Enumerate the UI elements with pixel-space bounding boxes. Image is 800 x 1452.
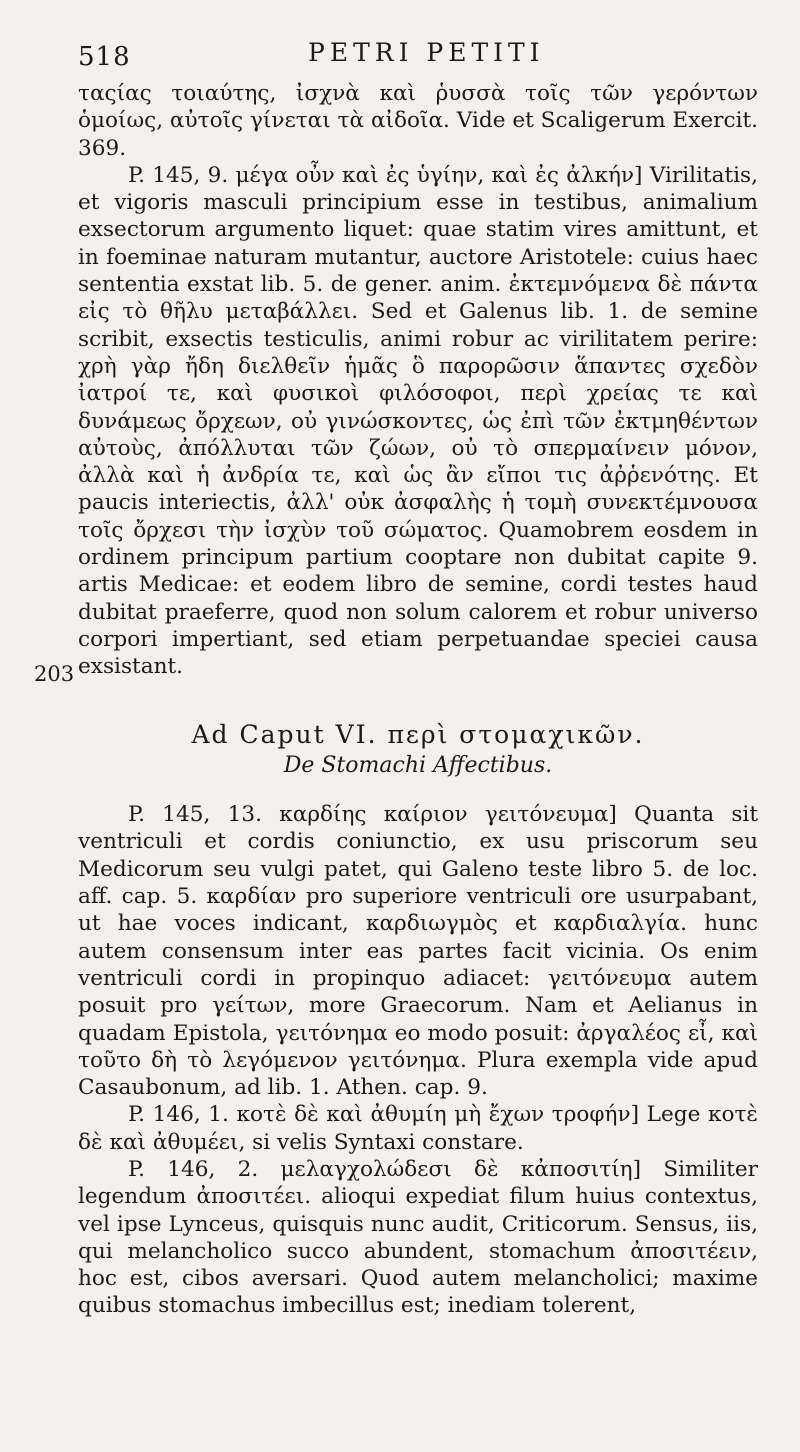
commentary-body	[78, 80, 758, 1320]
paragraph-p146-2: P. 146, 2. μελαγχολώδεσι δὲ κἀποσιτίη] Similiter legendum ἀποσιτέει. alioqui expediat filum huius contextus, vel ipse Lynceus, quisquis nunc audit, Criticorum. Sensus, iis, qui melancholico succo abundent, stomachum ἀποσιτέειν, hoc est, cibos aversari. Quod autem melancholici; maxime quibus stomachus imbecillus est; inediam tolerent,	[78, 1156, 758, 1319]
section-subheading: De Stomachi Affectibus.	[283, 752, 553, 778]
running-title: PETRI PETITI	[308, 38, 545, 67]
page-header	[78, 28, 758, 80]
paragraph-continuation: ταςίας τοιαύτης, ἰσχνὰ καὶ ῥυσσὰ τοῖς τῶν γερόντων ὁμοίως, αὐτοῖς γίνεται τὰ αἰδοῖα. Vide et Scaligerum Exercit. 369.	[78, 81, 759, 161]
page-number: 518	[78, 42, 131, 72]
paragraph-p145-9: P. 145, 9. μέγα οὖν καὶ ἐς ὑγίην, καὶ ἐς ἀλκήν] Virilitatis, et vigoris masculi principium esse in testibus, animalium exsectorum argumento liquet: quae statim vires amittunt, et in foeminae naturam mutantur, auctore Aristotele: cuius haec sententia exstat lib. 5. de gener. anim. ἐκτεμνόμενα δὲ πάντα εἰς τὸ θῆλυ μεταβάλλει. Sed et Galenus lib. 1. de semine scribit, exsectis testiculis, animi robur ac virilitatem perire: χρὴ γὰρ ἤδη διελθεῖν ἡμᾶς ὃ παρορῶσιν ἅπαντες σχεδὸν ἰατροί τε, καὶ φυσικοὶ φιλόσοφοι, περὶ χρείας τε καὶ δυνάμεως ὄρχεων, οὐ γινώσκοντες, ὡς ἐπὶ τῶν ἐκτμηθέντων αὐτοὺς, ἀπόλλυται τῶν ζώων, οὐ τὸ σπερμαίνειν μόνον, ἀλλὰ καὶ ἡ ἀνδρία τε, καὶ ὡς ἂν εἴποι τις ἀῤῥενότης. Et paucis interiectis, ἀλλ' οὐκ ἀσφαλὴς ἡ τομὴ συνεκτέμνουσα τοῖς ὄρχεσι τὴν ἰσχὺν τοῦ σώματος. Quamobrem eosdem in ordinem principum partium cooptare non dubitat capite 9. artis Medicae: et eodem libro de semine, cordi testes haud dubitat praeferre, quod non solum calorem et robur universo corpori impertiant, sed etiam perpetuandae speciei causa exsistant.	[78, 162, 758, 680]
margin-folio-number: 203	[34, 662, 75, 686]
paragraph-p146-1: P. 146, 1. κοτὲ δὲ καὶ ἀθυμίη μὴ ἔχων τροφήν] Lege κοτὲ δὲ καὶ ἀθυμέει, si velis Syntaxi constare.	[78, 1102, 758, 1155]
paragraph-p145-13: P. 145, 13. καρδίης καίριον γειτόνευμα] Quanta sit ventriculi et cordis coniunctio, ex usu priscorum seu Medicorum seu vulgi patet, qui Galeno teste libro 5. de loc. aff. cap. 5. καρδίαν pro superiore ventriculi ore usurpabant, ut hae voces indicant, καρδιωγμὸς et καρδιαλγία. hunc autem consensum inter eas partes facit vicinia. Os enim ventriculi cordi in propinquo adiacet: γειτόνευμα autem posuit pro γείτων, more Graecorum. Nam et Aelianus in quadam Epistola, γειτόνημα eo modo posuit: ἀργαλέος εἶ, καὶ τοῦτο δὴ τὸ λεγόμενον γειτόνημα. Plura exempla vide apud Casaubonum, ad lib. 1. Athen. cap. 9.	[78, 802, 758, 1101]
section-heading: Ad Caput VI. περὶ στομαχικῶν.	[191, 719, 645, 749]
